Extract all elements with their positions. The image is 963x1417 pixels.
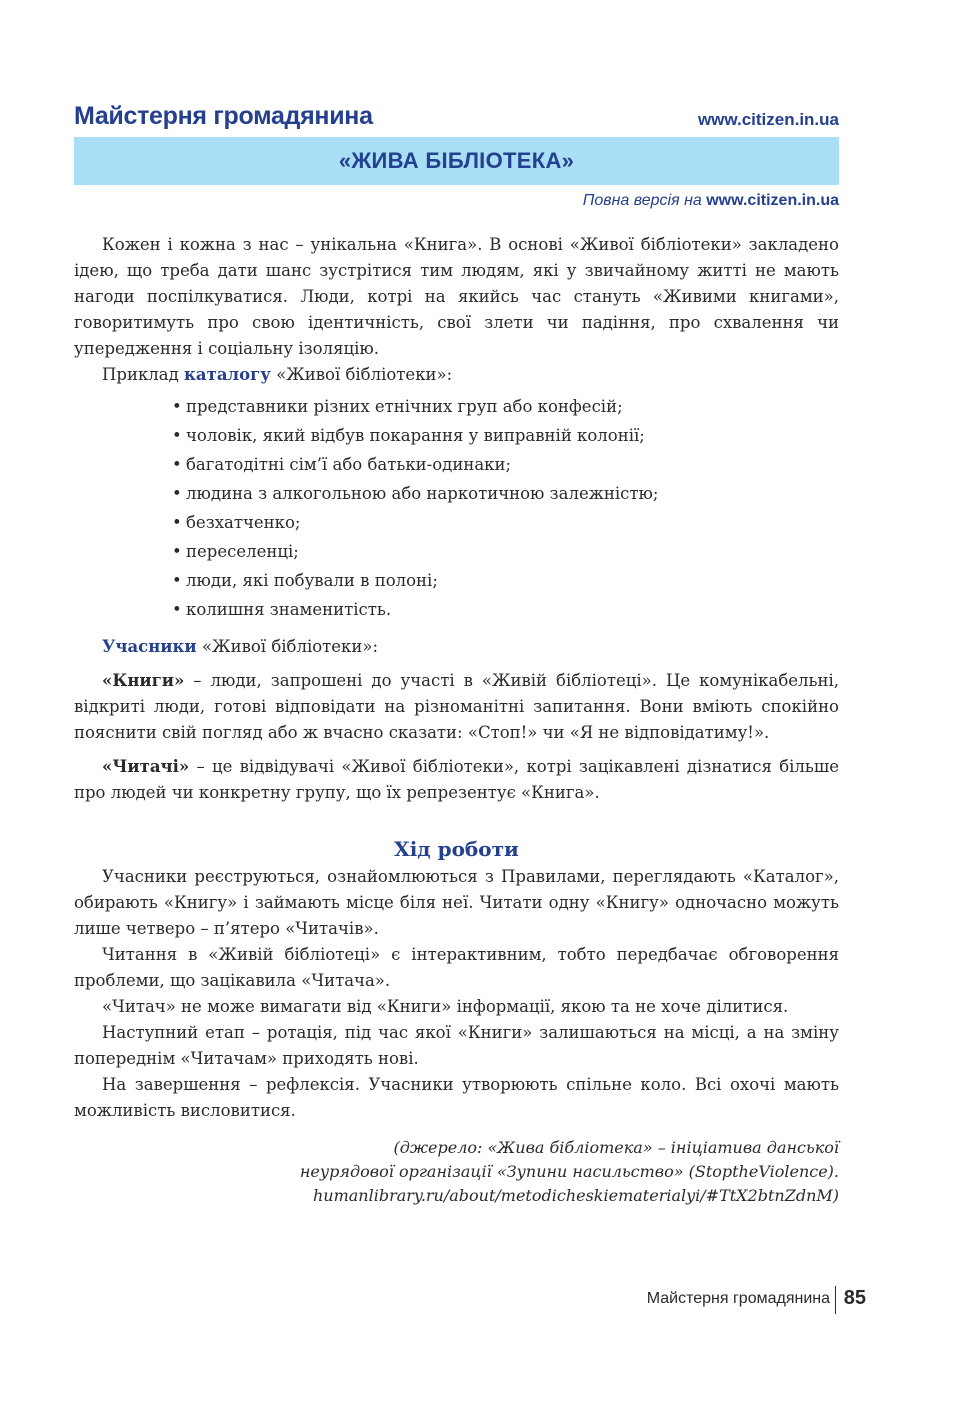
bullet-icon: • bbox=[172, 455, 182, 474]
list-item bbox=[172, 508, 839, 537]
books-text: – люди, запрошені до участі в «Живій бібліотеці». Це комунікабельні, відкриті люди, готові відповідати на різноманітні запитання. Вони вміють спокійно пояснити свій погляд або ж вчасно сказати: «Стоп!» чи «Я не відповідатиму!». bbox=[74, 671, 839, 742]
list-item bbox=[172, 392, 839, 421]
workflow-paragraph: Наступний етап – ротація, під час якої «Книги» залишаються на місці, а на зміну попереднім «Читачам» приходять нові. bbox=[74, 1023, 839, 1068]
publication-title: Майстерня громадянина bbox=[74, 102, 373, 130]
workflow-paragraph: Читання в «Живій бібліотеці» є інтерактивним, тобто передбачає обговорення проблеми, що зацікавила «Читача». bbox=[74, 945, 839, 990]
catalog-term: каталогу bbox=[184, 365, 271, 384]
workflow-paragraph: Учасники реєструються, ознайомлюються з Правилами, переглядають «Каталог», обирають «Книгу» і займають місце біля неї. Читати одну «Книгу» одночасно можуть лише четверо – п’ятеро «Читачів». bbox=[74, 867, 839, 938]
catalog-list bbox=[172, 392, 839, 624]
article-body bbox=[74, 232, 839, 1208]
source-line: неурядової організації «Зупини насильство» (StoptheViolence). bbox=[299, 1162, 839, 1181]
full-version-label: Повна версія на bbox=[582, 192, 702, 209]
list-item-text: людина з алкогольною або наркотичною залежністю; bbox=[186, 484, 659, 503]
source-url-link[interactable]: humanlibrary.ru/about/metodicheskiematerialyi/#TtX2btnZdnM) bbox=[312, 1186, 839, 1205]
bullet-icon: • bbox=[172, 513, 182, 532]
source-citation bbox=[74, 1136, 839, 1208]
bullet-icon: • bbox=[172, 600, 182, 619]
header-url-link[interactable]: www.citizen.in.ua bbox=[697, 110, 839, 129]
full-version-url-link[interactable]: www.citizen.in.ua bbox=[706, 192, 839, 209]
page-footer bbox=[600, 1286, 870, 1314]
banner-title: «ЖИВА БІБЛІОТЕКА» bbox=[338, 148, 575, 173]
footer-divider bbox=[835, 1286, 836, 1314]
full-version-note bbox=[583, 192, 839, 210]
list-item-text: люди, які побували в полоні; bbox=[186, 571, 438, 590]
list-item-text: представники різних етнічних груп або конфесій; bbox=[186, 397, 623, 416]
list-item-text: безхатченко; bbox=[186, 513, 301, 532]
catalog-intro bbox=[74, 362, 839, 388]
readers-definition bbox=[74, 754, 839, 806]
list-item-text: чоловік, який відбув покарання у виправній колонії; bbox=[186, 426, 645, 445]
list-item bbox=[172, 595, 839, 624]
list-item bbox=[172, 450, 839, 479]
intro-paragraph: Кожен і кожна з нас – унікальна «Книга». В основі «Живої бібліотеки» закладено ідею, що треба дати шанс зустрітися тим людям, які у звичайному житті не мають нагоди поспілкуватися. Люди, котрі на якийсь час стануть «Живими книгами», говоритимуть про свою ідентичність, свої злети чи падіння, про схвалення чи упередження і соціальну ізоляцію. bbox=[74, 235, 839, 358]
page-header bbox=[74, 100, 839, 136]
participants-heading bbox=[74, 634, 839, 660]
workflow-paragraph: «Читач» не може вимагати від «Книги» інформації, якою та не хоче ділитися. bbox=[102, 997, 789, 1016]
footer-title: Майстерня громадянина bbox=[646, 1290, 830, 1307]
list-item bbox=[172, 537, 839, 566]
catalog-suffix: «Живої бібліотеки»: bbox=[276, 365, 453, 384]
section-banner bbox=[74, 137, 839, 185]
bullet-icon: • bbox=[172, 397, 182, 416]
participants-suffix: «Живої бібліотеки»: bbox=[201, 637, 379, 656]
books-definition bbox=[74, 668, 839, 746]
workflow-paragraph: На завершення – рефлексія. Учасники утворюють спільне коло. Всі охочі мають можливість висловитися. bbox=[74, 1075, 839, 1120]
section-heading: Хід роботи bbox=[394, 837, 519, 861]
list-item bbox=[172, 566, 839, 595]
books-term: «Книги» bbox=[102, 671, 185, 690]
list-item bbox=[172, 421, 839, 450]
list-item-text: колишня знаменитість. bbox=[186, 600, 392, 619]
bullet-icon: • bbox=[172, 571, 182, 590]
bullet-icon: • bbox=[172, 542, 182, 561]
bullet-icon: • bbox=[172, 426, 182, 445]
list-item-text: переселенці; bbox=[186, 542, 299, 561]
readers-text: – це відвідувачі «Живої бібліотеки», котрі зацікавлені дізнатися більше про людей чи конкретну групу, що їх репрезентує «Книга». bbox=[74, 757, 839, 802]
source-line: (джерело: «Жива бібліотека» – ініціатива данської bbox=[393, 1138, 839, 1157]
page-number: 85 bbox=[843, 1287, 866, 1309]
list-item bbox=[172, 479, 839, 508]
participants-term: Учасники bbox=[102, 637, 197, 656]
bullet-icon: • bbox=[172, 484, 182, 503]
readers-term: «Читачі» bbox=[102, 757, 190, 776]
catalog-prefix: Приклад bbox=[102, 365, 179, 384]
list-item-text: багатодітні сім’ї або батьки-одинаки; bbox=[186, 455, 512, 474]
